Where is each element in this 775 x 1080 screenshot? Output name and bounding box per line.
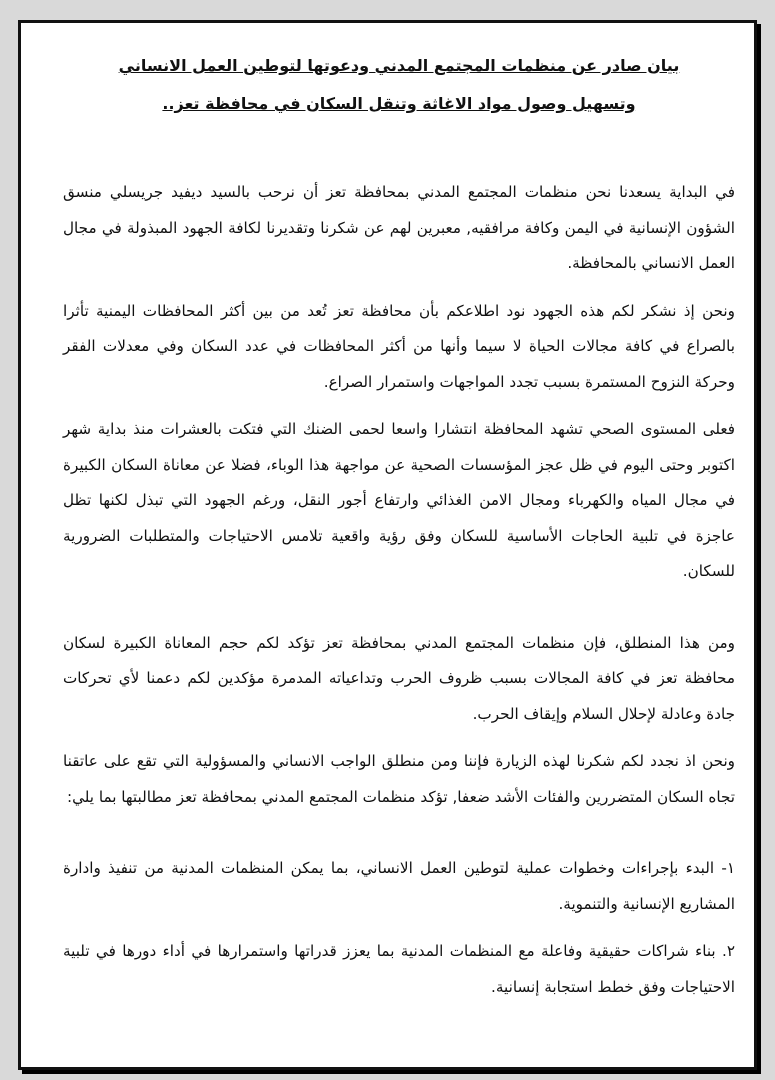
paragraph-health: فعلى المستوى الصحي تشهد المحافظة انتشارا واسعا لحمى الضنك التي فتكت بالعشرات منذ بداية شهر اكتوبر وحتى اليوم في ظل عجز المؤسسات الصحية عن مواجهة هذا الوباء، فضلا عن معاناة السكان الكبيرة في مجال المياه والكهرباء ومجال الامن الغذائي وارتفاع أجور النقل، ورغم الجهود التي تبذل لكنها تظل عاجزة في تلبية الحاجات الأساسية للسكان وفق رؤية واقعية تلامس الاحتياجات والمتطلبات الضرورية للسكان. xyxy=(63,420,735,580)
paragraph-peace: ومن هذا المنطلق، فإن منظمات المجتمع المدني بمحافظة تعز تؤكد لكم حجم المعاناة الكبيرة لسكان محافظة تعز في كافة المجالات بسبب ظروف الحرب وتداعياته المدمرة مؤكدين لكم دعمنا لأي تحركات جادة وعادلة لإحلال السلام وإيقاف الحرب. xyxy=(63,633,735,723)
document-title-line-2: وتسهيل وصول مواد الاغاثة وتنقل السكان في محافظة تعز.. xyxy=(162,94,636,113)
document-title-line-1: بيان صادر عن منظمات المجتمع المدني ودعوتها لتوطين العمل الانساني xyxy=(118,56,680,75)
paragraph-demands-intro: ونحن اذ نجدد لكم شكرنا لهذه الزيارة فإننا ومن منطلق الواجب الانساني والمسؤولية التي تقع على عاتقنا تجاه السكان المتضررين والفئات الأشد ضعفا, تؤكد منظمات المجتمع المدني بمحافظة تعز مطالبتها بما يلي: xyxy=(63,752,735,806)
document-page xyxy=(18,20,757,1070)
paragraph-welcome: في البداية يسعدنا نحن منظمات المجتمع المدني بمحافظة تعز أن نرحب بالسيد ديفيد جريسلي منسق الشؤون الإنسانية في اليمن وكافة مرافقيه, معبرين لهم عن شكرنا وتقديرنا لكافة الجهود المبذولة في مجال العمل الانساني بالمحافظة. xyxy=(63,183,735,272)
document-body xyxy=(63,47,735,1017)
paragraph-taiz-impact: ونحن إذ نشكر لكم هذه الجهود نود اطلاعكم بأن محافظة تعز تُعد من بين أكثر المحافظات اليمنية تأثرا بالصراع في كافة مجالات الحياة لا سيما وأنها من أكثر المحافظات في عدد السكان وفي معدلات الفقر وحركة النزوح المستمرة بسبب تجدد المواجهات واستمرار الصراع. xyxy=(63,301,735,391)
paragraph-gap xyxy=(63,602,735,626)
demand-item-2: ٢. بناء شراكات حقيقية وفاعلة مع المنظمات المدنية بما يعزز قدراتها واستمرارها في أداء دورها في تلبية الاحتياجات وفق خطط استجابة إنسانية. xyxy=(63,942,735,996)
paragraph-gap xyxy=(63,827,735,851)
demand-item-1: ١- البدء بإجراءات وخطوات عملية لتوطين العمل الانساني، بما يمكن المنظمات المدنية من تنفيذ وادارة المشاريع الإنسانية والتنموية. xyxy=(63,859,735,913)
